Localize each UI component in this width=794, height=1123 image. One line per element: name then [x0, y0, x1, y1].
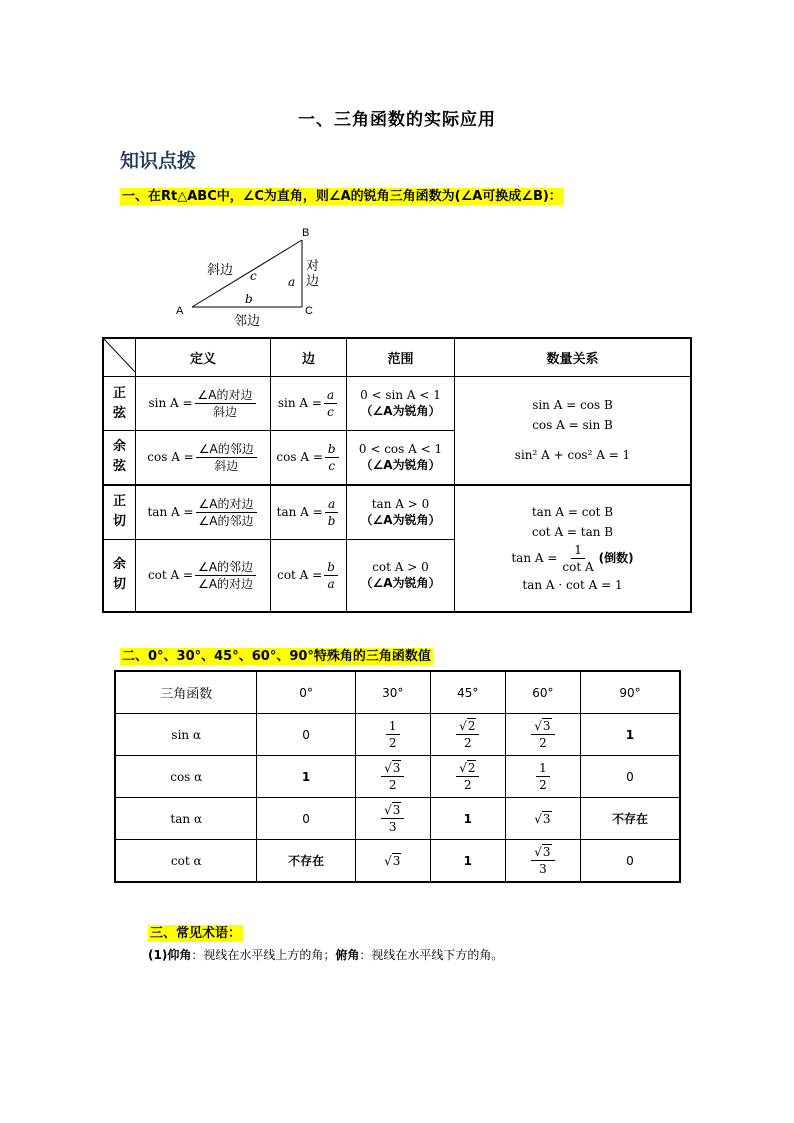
sin-side: sin A = $\frac{a}{c}$: [271, 377, 347, 431]
label-tan: tan α: [115, 798, 257, 840]
header-func: 三角函数: [115, 671, 257, 714]
header-30: 30°: [355, 671, 430, 714]
cell: $\frac{√2}{2}$: [430, 714, 505, 756]
cell: 0: [580, 756, 680, 798]
cell: 1: [580, 714, 680, 756]
side-c: c: [250, 269, 257, 283]
definition-table: [102, 337, 692, 613]
header-60: 60°: [505, 671, 580, 714]
cell: 0: [257, 798, 355, 840]
sin-definition: sin A = $\frac{\text{∠A的对边}}{\text{斜边}}$: [136, 377, 271, 431]
cell: $\frac{1}{2}$: [505, 756, 580, 798]
cos-definition: cos A = $\frac{\text{∠A的邻边}}{\text{斜边}}$: [136, 431, 271, 485]
header-90: 90°: [580, 671, 680, 714]
term-depression: 俯角: [335, 948, 360, 962]
col-definition: 定义: [136, 338, 271, 377]
relation-2: tan A = cot B cot A = tan B tan A = $\frac{1}{\text{cot A}}$ (倒数) tan A · cot A = 1: [455, 485, 692, 612]
cos-side: cos A = $\frac{b}{c}$: [271, 431, 347, 485]
section2-heading: 二、0°、30°、45°、60°、90°特殊角的三角函数值: [122, 649, 431, 664]
cell: 1: [257, 756, 355, 798]
cos-range: 0 < cos A < 1 （∠A为锐角）: [347, 431, 455, 485]
label-sin: sin α: [115, 714, 257, 756]
cell: $\frac{√3}{3}$: [355, 798, 430, 840]
label-cos: cos α: [115, 756, 257, 798]
relation-1: sin A = cos B cos A = sin B sin² A + cos² A = 1: [455, 377, 692, 485]
vertex-b: B: [302, 227, 310, 239]
hyp-label: 斜边: [207, 263, 234, 278]
cell: 不存在: [257, 840, 355, 883]
header-0: 0°: [257, 671, 355, 714]
row-name-cos: 余 弦: [103, 431, 136, 485]
header-45: 45°: [430, 671, 505, 714]
section1-heading: 一、在Rt△ABC中，∠C为直角，则∠A的锐角三角函数为(∠A可换成∠B)：: [122, 189, 562, 204]
cot-definition: cot A = $\frac{\text{∠A的邻边}}{\text{∠A的对边}}$: [136, 540, 271, 612]
cot-range: cot A > 0 （∠A为锐角）: [347, 540, 455, 612]
opp-label-1: 对: [306, 259, 320, 274]
tan-range: tan A > 0 （∠A为锐角）: [347, 485, 455, 540]
page-title: 一、三角函数的实际应用: [298, 110, 496, 130]
cell: √3: [355, 840, 430, 883]
cell: $\frac{√3}{3}$: [505, 840, 580, 883]
vertex-c: C: [305, 305, 313, 317]
side-b: b: [245, 292, 253, 306]
cell: $\frac{1}{2}$: [355, 714, 430, 756]
tan-definition: tan A = $\frac{\text{∠A的对边}}{\text{∠A的邻边}}$: [136, 485, 271, 540]
terms-note: (1)仰角：视线在水平线上方的角；俯角：视线在水平线下方的角。: [148, 948, 504, 962]
col-side: 边: [271, 338, 347, 377]
opp-label-2: 边: [306, 274, 320, 289]
special-angles-table: [114, 670, 681, 883]
cell: $\frac{√3}{2}$: [355, 756, 430, 798]
cell: 0: [580, 840, 680, 883]
cell: 不存在: [580, 798, 680, 840]
section3-heading: 三、常见术语：: [150, 926, 242, 941]
col-relation: 数量关系: [455, 338, 692, 377]
row-name-sin: 正 弦: [103, 377, 136, 431]
sin-range: 0 < sin A < 1 （∠A为锐角）: [347, 377, 455, 431]
cell: √3: [505, 798, 580, 840]
row-name-cot: 余 切: [103, 540, 136, 612]
diag-cell: [103, 338, 136, 377]
col-range: 范围: [347, 338, 455, 377]
cot-side: cot A = $\frac{b}{a}$: [271, 540, 347, 612]
subheading: 知识点拨: [120, 150, 197, 172]
cell: 1: [430, 798, 505, 840]
cell: 0: [257, 714, 355, 756]
triangle-diagram: [170, 222, 330, 332]
vertex-a: A: [176, 305, 184, 317]
cell: $\frac{√2}{2}$: [430, 756, 505, 798]
adj-label: 邻边: [234, 314, 261, 329]
label-cot: cot α: [115, 840, 257, 883]
side-a: a: [288, 275, 296, 289]
cell: 1: [430, 840, 505, 883]
term-elevation: (1)仰角: [148, 948, 192, 962]
row-name-tan: 正 切: [103, 485, 136, 540]
tan-side: tan A = $\frac{a}{b}$: [271, 485, 347, 540]
cell: $\frac{√3}{2}$: [505, 714, 580, 756]
